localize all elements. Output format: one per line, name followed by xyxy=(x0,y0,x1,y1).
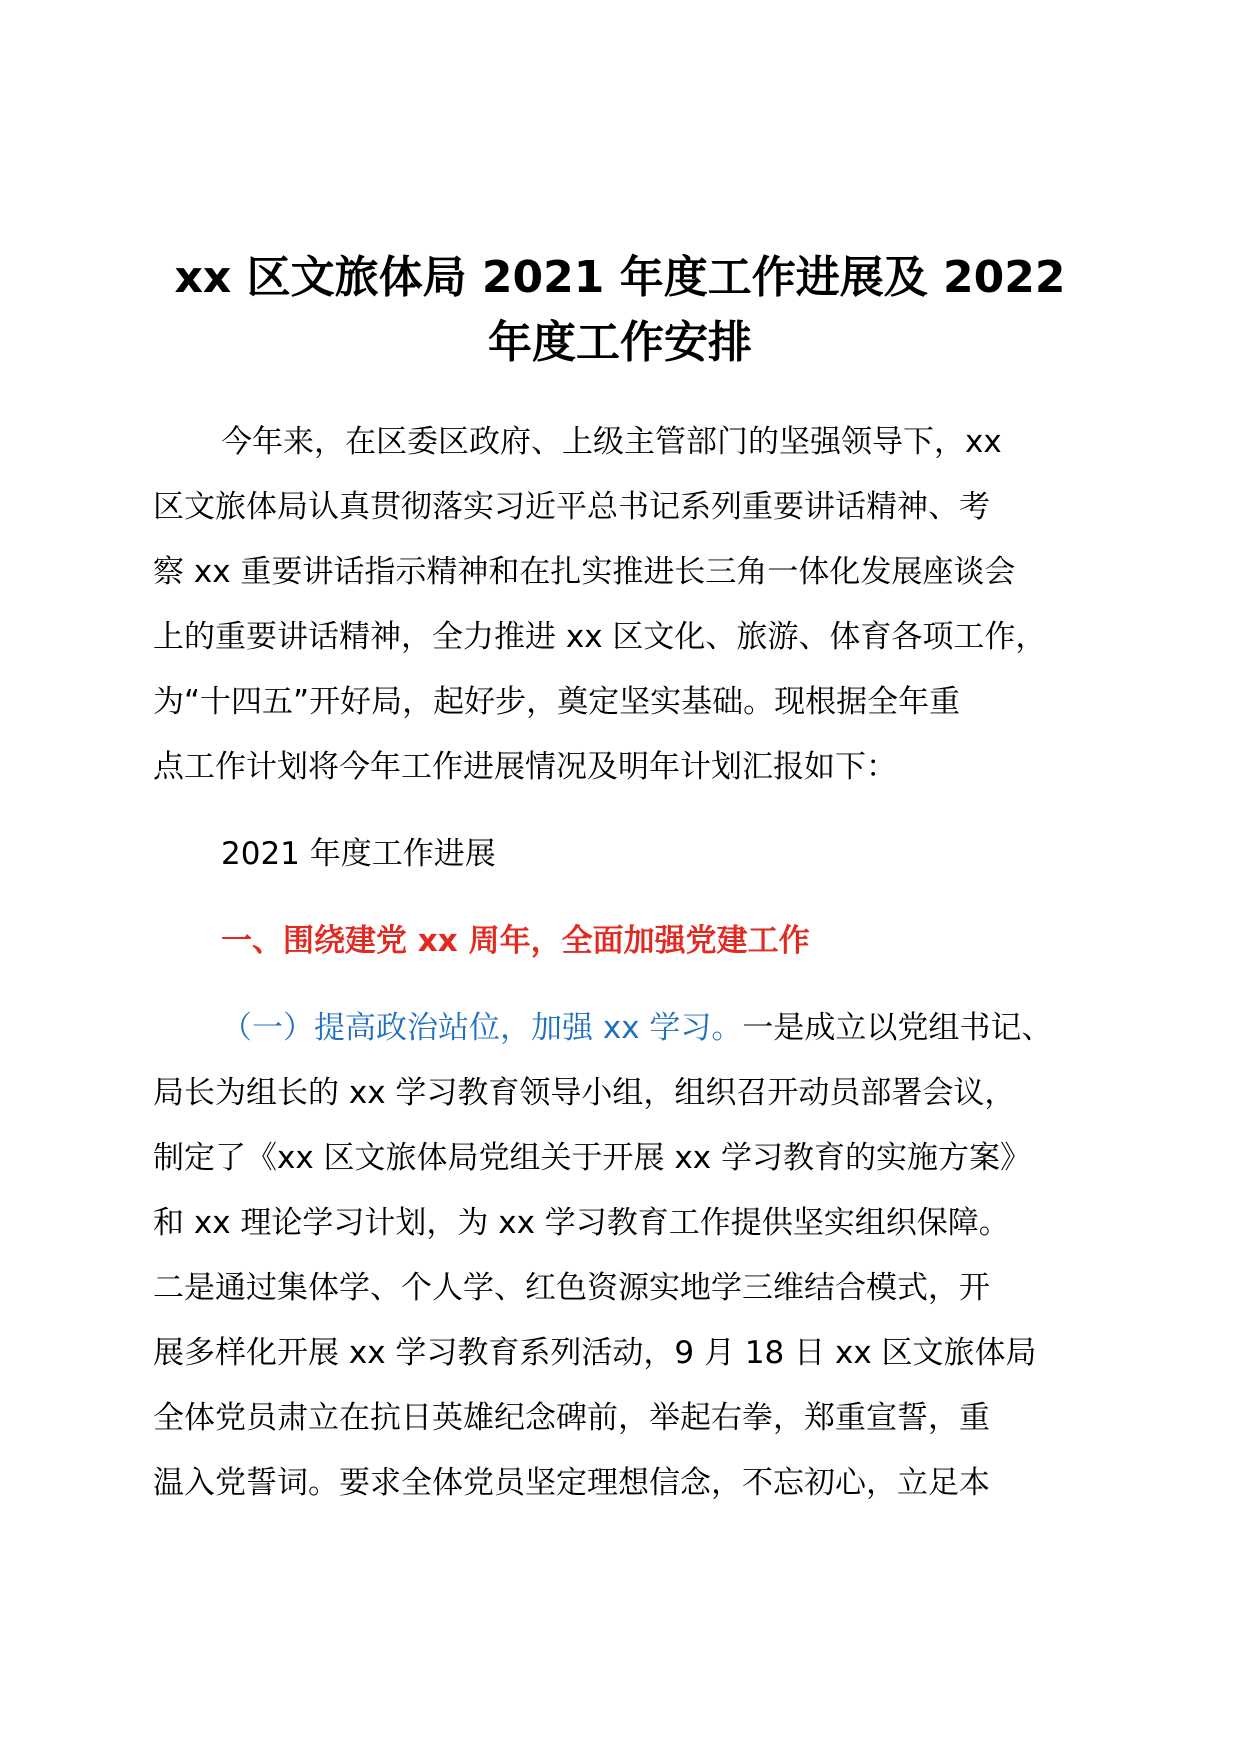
para1-line: 展多样化开展 xx 学习教育系列活动，9 月 18 日 xx 区文旅体局 xyxy=(153,1335,1037,1371)
section-heading: 2021 年度工作进展 xyxy=(221,836,496,872)
title-line-2: 年度工作安排 xyxy=(488,317,752,368)
document-body xyxy=(153,410,1113,1516)
para1-first-line xyxy=(153,996,1113,1061)
para1-line: 和 xx 理论学习计划，为 xx 学习教育工作提供坚实组织保障。 xyxy=(153,1205,1010,1241)
para1-line: 温入党誓词。要求全体党员坚定理想信念，不忘初心，立足本 xyxy=(153,1465,990,1501)
title-line-1: xx 区文旅体局 2021 年度工作进展及 2022 xyxy=(174,252,1066,303)
intro-line: 点工作计划将今年工作进展情况及明年计划汇报如下： xyxy=(153,749,897,785)
intro-line: 今年来，在区委区政府、上级主管部门的坚强领导下，xx xyxy=(221,424,1002,460)
para1-line: 全体党员肃立在抗日英雄纪念碑前，举起右拳，郑重宣誓，重 xyxy=(153,1400,990,1436)
intro-line: 上的重要讲话精神，全力推进 xx 区文化、旅游、体育各项工作， xyxy=(153,619,1047,655)
document-title xyxy=(140,245,1100,375)
heading-one: 一、围绕建党 xx 周年，全面加强党建工作 xyxy=(221,923,810,959)
para1-line: 二是通过集体学、个人学、红色资源实地学三维结合模式，开 xyxy=(153,1270,990,1306)
para1-first-rest: 一是成立以党组书记、 xyxy=(742,1010,1053,1046)
intro-line: 区文旅体局认真贯彻落实习近平总书记系列重要讲话精神、考 xyxy=(153,489,990,525)
para1-line: 局长为组长的 xx 学习教育领导小组，组织召开动员部署会议， xyxy=(153,1075,1016,1111)
intro-line: 为“十四五”开好局，起好步，奠定坚实基础。现根据全年重 xyxy=(153,684,961,720)
sub-heading: （一）提高政治站位，加强 xx 学习。 xyxy=(221,1010,743,1046)
intro-line: 察 xx 重要讲话指示精神和在扎实推进长三角一体化发展座谈会 xyxy=(153,554,1016,590)
para1-line: 制定了《xx 区文旅体局党组关于开展 xx 学习教育的实施方案》 xyxy=(153,1140,1031,1176)
